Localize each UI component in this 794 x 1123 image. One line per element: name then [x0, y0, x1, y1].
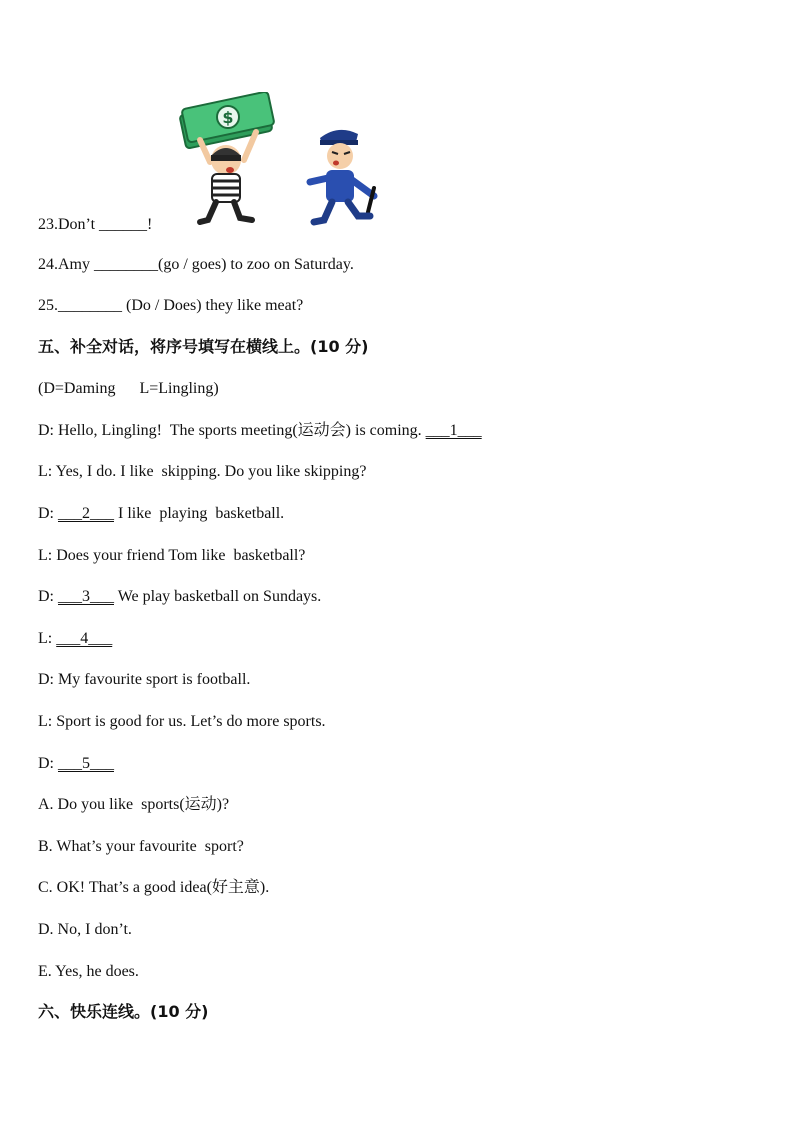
dialogue-line	[38, 754, 114, 774]
dialogue-text: We play basketball on Sundays.	[114, 588, 322, 605]
dialogue-text: D: Hello, Lingling! The sports meeting(运动会) is coming.	[38, 422, 426, 439]
answer-blank[interactable]: ___2___	[58, 505, 114, 522]
dialogue-text: D:	[38, 755, 58, 772]
dialogue-line	[38, 670, 250, 690]
option-d: D. No, I don’t.	[38, 921, 132, 938]
policeman-figure	[310, 130, 374, 222]
option-b: B. What’s your favourite sport?	[38, 838, 244, 855]
dialogue-line	[38, 462, 366, 482]
robber-figure	[200, 132, 256, 222]
question-25: 25.________ (Do / Does) they like meat?	[38, 297, 304, 314]
option-c: C. OK! That’s a good idea(好主意).	[38, 879, 270, 896]
dialogue-text: I like playing basketball.	[114, 505, 285, 522]
section-6-heading: 六、快乐连线。(10 分)	[38, 1002, 209, 1021]
svg-text:$: $	[222, 108, 234, 127]
dialogue-line	[38, 629, 112, 649]
dialogue-line	[38, 421, 482, 441]
dialogue-line	[38, 504, 284, 524]
option-e: E. Yes, he does.	[38, 963, 139, 980]
dialogue-text: D:	[38, 588, 58, 605]
dialogue-text: L:	[38, 630, 57, 647]
answer-blank[interactable]: ___4___	[56, 630, 113, 647]
answer-blank[interactable]: ___5___	[58, 755, 114, 772]
dialogue-line	[38, 712, 326, 732]
dialogue-text: D:	[38, 505, 58, 522]
answer-blank[interactable]: ___3___	[58, 588, 114, 605]
question-23: 23.Don’t ______!	[38, 216, 153, 233]
money-stack-icon	[179, 92, 274, 149]
robber-police-illustration	[178, 92, 398, 232]
section-5-heading: 五、补全对话，将序号填写在横线上。(10 分)	[38, 337, 369, 356]
dialogue-text: L: Sport is good for us. Let’s do more sports.	[38, 713, 326, 730]
answer-blank[interactable]: ___1___	[425, 422, 482, 439]
dialogue-line	[38, 546, 305, 566]
dialogue-line	[38, 587, 321, 607]
speaker-legend: (D=Daming L=Lingling)	[38, 380, 219, 397]
dialogue-text: L: Does your friend Tom like basketball?	[38, 547, 306, 564]
dialogue-text: D: My favourite sport is football.	[38, 671, 251, 688]
dialogue-text: L: Yes, I do. I like skipping. Do you like skipping?	[38, 463, 367, 480]
option-a: A. Do you like sports(运动)?	[38, 796, 230, 813]
question-24: 24.Amy ________(go / goes) to zoo on Saturday.	[38, 256, 354, 273]
